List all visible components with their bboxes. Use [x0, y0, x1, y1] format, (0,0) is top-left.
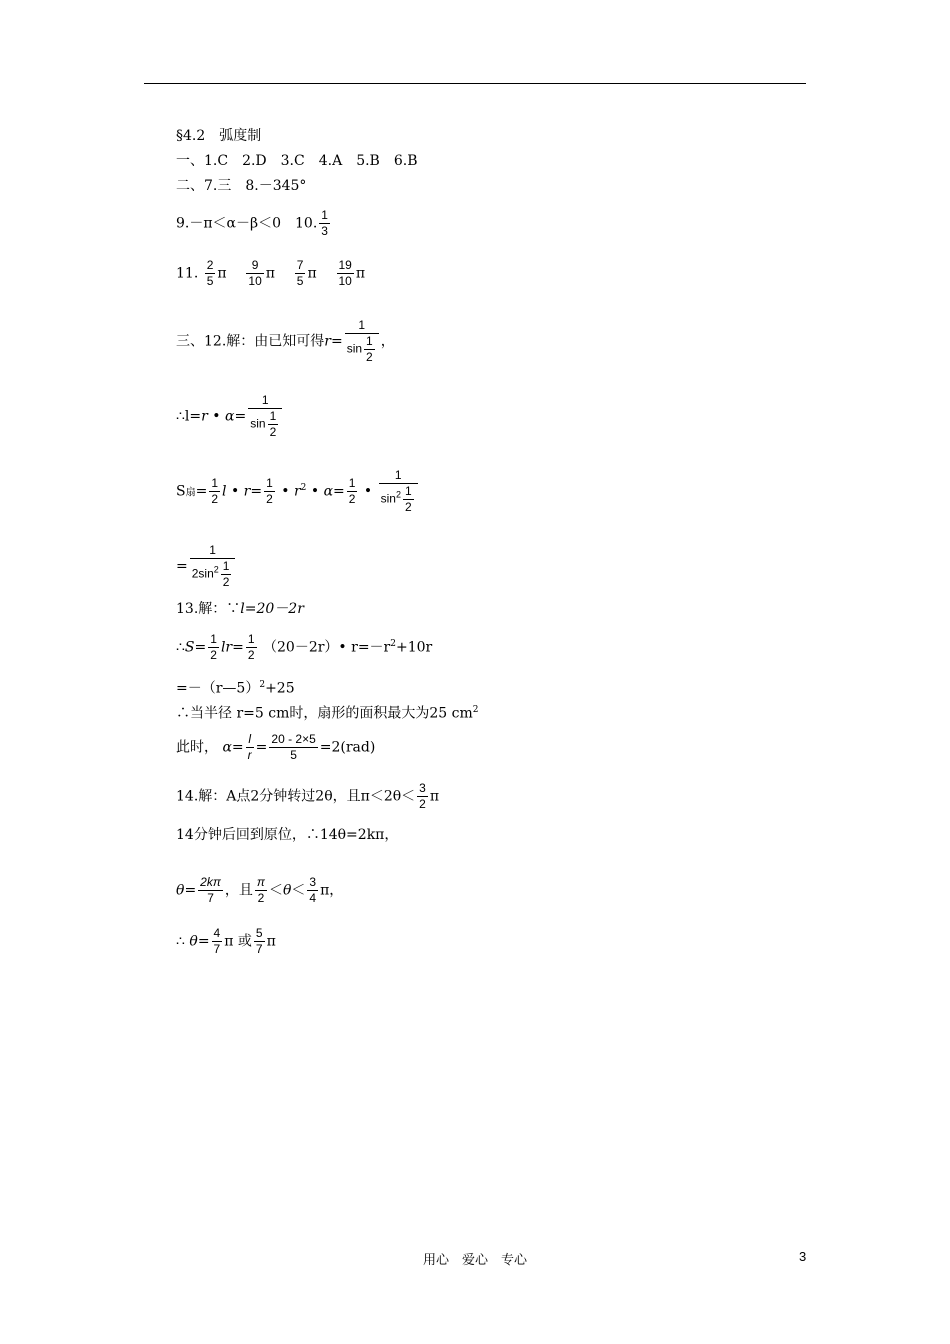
section-title: §4.2 弧度制 — [176, 128, 262, 144]
frac-num: 3 — [419, 781, 426, 795]
q13-expr: l=20－2r — [240, 601, 304, 617]
page-footer: 用心 爱心 专心 — [422, 1253, 527, 1268]
frac-num: 2 — [206, 258, 214, 272]
frac-den — [379, 484, 418, 515]
frac-num: 1 — [321, 208, 328, 222]
answer-11 — [176, 258, 365, 289]
S-label: S — [176, 483, 186, 500]
less-than: ＜ — [291, 882, 306, 899]
pi-symbol: π — [265, 265, 275, 282]
equals: = — [195, 483, 208, 500]
frac-num: 4 — [213, 926, 221, 940]
superscript: 2 — [300, 482, 307, 493]
var-alpha: α — [323, 483, 334, 500]
frac-den: 5 — [290, 748, 297, 762]
frac-num: 1 — [266, 476, 273, 490]
superscript: 2 — [472, 705, 479, 715]
q13-conclusion: ∴当半径 r=5 cm时，扇形的面积最大为25 cm — [176, 705, 473, 722]
fraction — [212, 926, 223, 957]
fraction — [209, 476, 220, 507]
dot: • — [230, 483, 240, 500]
frac-den: 2 — [405, 500, 412, 514]
therefore-symbol: ∴ — [176, 408, 185, 425]
sin-func: sin — [346, 341, 363, 356]
pi-symbol: π — [355, 265, 366, 282]
frac-num: 1 — [211, 476, 219, 490]
frac-num: 3 — [309, 875, 317, 889]
sin-func: sin — [250, 416, 266, 431]
frac-den: 2 — [222, 575, 230, 589]
var-r: r — [324, 333, 331, 350]
fraction — [246, 258, 263, 289]
l-equals: l= — [184, 408, 202, 425]
fraction — [255, 875, 267, 906]
therefore-symbol: ∴ — [176, 933, 185, 950]
equals: = — [197, 933, 210, 950]
frac-den: 7 — [207, 891, 214, 905]
frac-den: 2 — [257, 891, 265, 905]
q13-prefix: 此时， — [176, 739, 218, 756]
q9-text: 9.－π＜α－β＜0 10. — [176, 215, 318, 232]
frac-num: 20 - 2×5 — [271, 732, 316, 746]
frac-den: 7 — [255, 942, 263, 956]
sin-func: 2sin — [191, 566, 214, 581]
page-number: 3 — [799, 1249, 807, 1264]
answer-12-line2 — [176, 393, 284, 440]
fraction — [248, 393, 282, 440]
fraction — [221, 559, 232, 590]
frac-den: 10 — [338, 274, 352, 288]
fraction — [295, 258, 306, 289]
var-r: r — [225, 639, 233, 656]
dot: • — [310, 483, 320, 500]
answer-14-line4 — [176, 926, 276, 957]
answer-9-10 — [176, 208, 332, 239]
fraction — [345, 318, 379, 365]
frac-den: r — [247, 748, 252, 762]
fraction — [198, 875, 223, 906]
equals: = — [231, 739, 244, 756]
q13-expr: =－（r—5） — [176, 680, 260, 697]
var-l: l — [222, 483, 227, 500]
equals: = — [194, 639, 207, 656]
fraction — [403, 484, 414, 515]
q13-result: =2(rad) — [319, 739, 376, 756]
fraction — [264, 476, 275, 507]
fraction — [337, 258, 354, 289]
frac-num: 1 — [222, 559, 230, 573]
sin-func: sin — [380, 491, 396, 506]
superscript: 2 — [259, 680, 266, 690]
frac-den: 2 — [247, 648, 255, 662]
var-S: S — [184, 639, 195, 656]
var-theta: θ — [282, 882, 292, 899]
superscript: 2 — [213, 564, 219, 575]
frac-num: 1 — [190, 543, 236, 559]
answer-13-line3 — [176, 675, 295, 699]
frac-num: 1 — [269, 409, 277, 423]
q13-expr-end: +25 — [265, 680, 295, 697]
fraction — [307, 875, 318, 906]
header-rule — [144, 83, 806, 84]
fraction — [190, 543, 236, 590]
fraction — [246, 732, 254, 763]
frac-den: 5 — [206, 274, 214, 288]
q14-text: 14.解：A点2分钟转过2θ，且π＜2θ＜ — [176, 788, 416, 805]
frac-num: l — [246, 732, 254, 748]
answer-13-line4 — [176, 700, 478, 724]
answer-13-line2 — [176, 632, 432, 663]
dot: • — [281, 483, 290, 500]
S-subscript: 扇 — [185, 487, 196, 499]
frac-den — [248, 409, 282, 440]
pi-symbol: π — [307, 265, 317, 282]
frac-den: 2 — [211, 492, 219, 506]
q13-expr: （20－2r）• r=－r — [263, 639, 391, 656]
frac-num: 1 — [348, 476, 356, 490]
frac-num: 2kπ — [200, 875, 221, 889]
pi-symbol: π — [266, 933, 276, 950]
equals: = — [184, 882, 197, 899]
frac-num: 1 — [248, 393, 282, 409]
answer-13-line1 — [176, 599, 304, 619]
var-l: l — [220, 639, 226, 656]
q14-text: 14分钟后回到原位，∴14θ=2kπ， — [176, 827, 399, 843]
frac-num: 1 — [345, 318, 379, 334]
fraction — [269, 732, 317, 763]
fraction — [347, 476, 358, 507]
answer-12-line4 — [176, 543, 237, 590]
answers-part1: 一、1.C 2.D 3.C 4.A 5.B 6.B — [176, 153, 418, 169]
var-theta: θ — [176, 882, 185, 899]
equals: = — [255, 739, 268, 756]
var-r: r — [201, 408, 208, 425]
pi-symbol: π， — [320, 882, 344, 899]
frac-num: 1 — [210, 632, 217, 646]
q13-prefix: 13.解：∵ — [176, 601, 241, 617]
answer-14-line3 — [176, 875, 343, 906]
fraction — [319, 208, 330, 239]
equals: = — [176, 558, 188, 575]
fraction — [364, 334, 375, 365]
answer-14-line1 — [176, 781, 439, 812]
q14-and: ，且 — [224, 882, 253, 899]
superscript: 2 — [395, 489, 401, 500]
var-r: r — [243, 483, 251, 500]
answers-part2: 二、7.三 8.－345° — [176, 178, 307, 194]
fraction — [246, 632, 257, 663]
answer-13-line5 — [176, 732, 375, 763]
frac-den: 2 — [419, 797, 426, 811]
frac-num: 1 — [379, 468, 418, 484]
equals: = — [250, 483, 263, 500]
var-alpha: α — [222, 739, 232, 756]
frac-den — [345, 334, 379, 365]
equals: = — [234, 408, 247, 425]
frac-num: 7 — [296, 258, 304, 272]
q14-or: 或 — [237, 933, 252, 950]
frac-num: 5 — [255, 926, 263, 940]
therefore-symbol: ∴ — [176, 639, 185, 656]
var-r: r — [293, 483, 301, 500]
var-alpha: α — [225, 408, 235, 425]
dot: • — [212, 408, 221, 425]
frac-num: 19 — [338, 258, 352, 272]
fraction — [208, 632, 219, 663]
frac-den: 2 — [366, 350, 373, 364]
less-than: ＜ — [268, 882, 283, 899]
frac-den: 2 — [348, 492, 356, 506]
frac-den: 2 — [269, 425, 277, 439]
frac-den: 10 — [248, 274, 262, 288]
frac-den: 3 — [321, 224, 328, 238]
frac-den: 2 — [266, 492, 273, 506]
pi-symbol: π — [224, 933, 234, 950]
frac-num: 1 — [405, 484, 412, 498]
q12-prefix: 三、12.解：由已知可得 — [176, 333, 325, 350]
dot: • — [363, 483, 373, 500]
frac-den: 4 — [309, 891, 317, 905]
equals: = — [232, 639, 244, 656]
equals: = — [330, 333, 343, 350]
answer-14-line2 — [176, 825, 398, 845]
q11-label: 11. — [176, 265, 199, 282]
superscript: 2 — [390, 638, 396, 649]
frac-num: 1 — [366, 334, 373, 348]
frac-num: π — [256, 875, 265, 889]
frac-num: 1 — [247, 632, 255, 646]
equals: = — [333, 483, 345, 500]
frac-den: 2 — [210, 648, 217, 662]
answer-12-line3 — [176, 468, 420, 515]
fraction — [254, 926, 265, 957]
answer-12-line1 — [176, 318, 395, 365]
comma: ， — [380, 333, 395, 350]
fraction — [417, 781, 428, 812]
frac-den — [190, 559, 236, 590]
fraction — [379, 468, 418, 515]
var-theta: θ — [189, 933, 198, 950]
pi-symbol: π — [217, 265, 227, 282]
frac-den: 5 — [296, 274, 304, 288]
pi-symbol: π — [429, 788, 440, 805]
fraction — [205, 258, 216, 289]
q13-expr-end: +10r — [395, 639, 433, 656]
frac-den: 7 — [213, 942, 221, 956]
frac-num: 9 — [246, 258, 263, 274]
fraction — [268, 409, 279, 440]
